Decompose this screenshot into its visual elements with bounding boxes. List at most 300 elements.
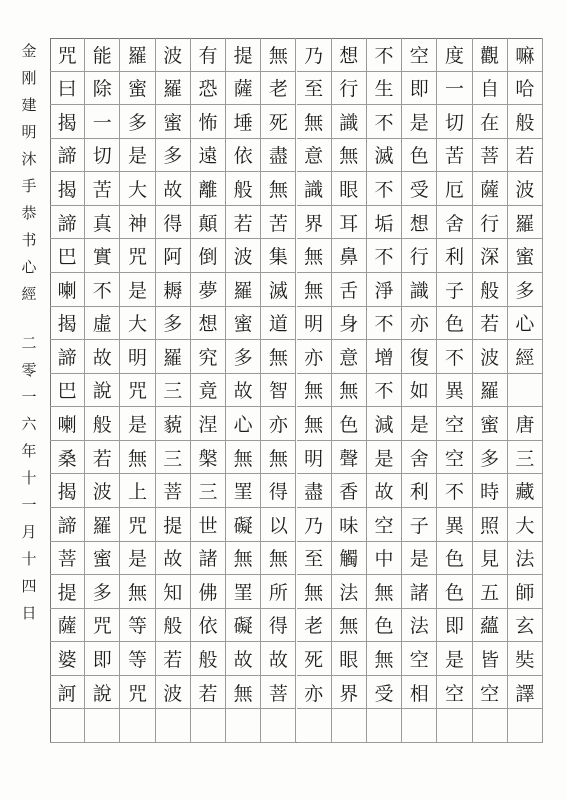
grid-cell: 羅 <box>226 273 261 307</box>
grid-cell: 揭 <box>50 307 85 341</box>
grid-cell: 諸 <box>402 575 437 609</box>
grid-cell: 舍 <box>402 441 437 475</box>
grid-cell: 明 <box>297 307 332 341</box>
grid-cell: 遠 <box>191 139 226 173</box>
grid-cell: 提 <box>226 38 261 72</box>
grid-cell: 哈 <box>508 72 543 106</box>
grid-cell: 說 <box>85 374 120 408</box>
grid-cell: 是 <box>120 273 155 307</box>
grid-cell: 藏 <box>508 474 543 508</box>
grid-cell: 苦 <box>261 206 296 240</box>
grid-cell: 法 <box>402 609 437 643</box>
grid-cell: 想 <box>332 38 367 72</box>
grid-cell: 老 <box>261 72 296 106</box>
grid-cell: 無 <box>332 139 367 173</box>
grid-cell: 究 <box>191 340 226 374</box>
grid-cell: 鼻 <box>332 239 367 273</box>
grid-cell: 無 <box>297 407 332 441</box>
grid-cell: 盡 <box>297 474 332 508</box>
grid-cell: 多 <box>85 575 120 609</box>
grid-cell: 不 <box>85 273 120 307</box>
grid-cell: 蘊 <box>473 609 508 643</box>
signature-column <box>12 38 46 627</box>
grid-cell: 倒 <box>191 239 226 273</box>
grid-cell: 乃 <box>297 508 332 542</box>
grid-cell: 依 <box>226 139 261 173</box>
signature-char: 十 <box>21 550 37 568</box>
grid-cell: 波 <box>508 172 543 206</box>
grid-cell: 若 <box>85 441 120 475</box>
grid-cell: 故 <box>226 642 261 676</box>
grid-cell: 味 <box>332 508 367 542</box>
signature-char: 年 <box>21 442 37 460</box>
grid-cell: 異 <box>437 374 472 408</box>
grid-cell: 若 <box>508 139 543 173</box>
grid-cell <box>191 709 226 743</box>
signature-char: 手 <box>21 177 37 195</box>
grid-cell: 曰 <box>50 72 85 106</box>
grid-cell: 阿 <box>156 239 191 273</box>
signature-char: 二 <box>21 334 37 352</box>
grid-cell: 菩 <box>261 676 296 710</box>
grid-cell: 色 <box>437 575 472 609</box>
grid-cell: 心 <box>226 407 261 441</box>
grid-cell: 滅 <box>261 273 296 307</box>
grid-cell: 即 <box>402 72 437 106</box>
grid-cell: 等 <box>120 609 155 643</box>
grid-cell: 恐 <box>191 72 226 106</box>
grid-cell: 佛 <box>191 575 226 609</box>
grid-cell: 竟 <box>191 374 226 408</box>
grid-cell: 深 <box>473 239 508 273</box>
grid-cell: 奘 <box>508 642 543 676</box>
grid-cell: 諦 <box>50 139 85 173</box>
grid-cell <box>437 709 472 743</box>
grid-cell: 不 <box>367 38 402 72</box>
grid-cell <box>402 709 437 743</box>
grid-cell: 怖 <box>191 105 226 139</box>
grid-cell: 得 <box>156 206 191 240</box>
grid-cell: 多 <box>508 273 543 307</box>
grid-cell: 苦 <box>85 172 120 206</box>
grid-cell: 無 <box>297 239 332 273</box>
grid-cell: 明 <box>297 441 332 475</box>
grid-cell: 訶 <box>50 676 85 710</box>
signature-char: 月 <box>21 523 37 541</box>
grid-cell: 是 <box>120 407 155 441</box>
grid-cell: 死 <box>261 105 296 139</box>
grid-cell: 明 <box>120 340 155 374</box>
grid-cell: 盡 <box>261 139 296 173</box>
grid-cell: 道 <box>261 307 296 341</box>
grid-cell: 三 <box>156 374 191 408</box>
grid-cell: 礙 <box>226 508 261 542</box>
grid-cell: 異 <box>437 508 472 542</box>
grid-cell: 諦 <box>50 340 85 374</box>
grid-cell: 薩 <box>473 172 508 206</box>
grid-cell: 空 <box>367 508 402 542</box>
grid-cell: 故 <box>261 642 296 676</box>
grid-cell: 以 <box>261 508 296 542</box>
grid-cell: 垢 <box>367 206 402 240</box>
grid-cell: 多 <box>156 139 191 173</box>
grid-cell: 見 <box>473 542 508 576</box>
grid-cell: 是 <box>402 542 437 576</box>
grid-cell: 生 <box>367 72 402 106</box>
grid-cell: 一 <box>437 72 472 106</box>
grid-cell: 不 <box>437 340 472 374</box>
grid-cell: 不 <box>367 239 402 273</box>
grid-cell: 薩 <box>226 72 261 106</box>
grid-cell: 子 <box>437 273 472 307</box>
grid-cell: 無 <box>261 542 296 576</box>
grid-cell: 咒 <box>50 38 85 72</box>
grid-cell: 羅 <box>508 206 543 240</box>
signature-char: 明 <box>21 123 37 141</box>
grid-cell: 多 <box>226 340 261 374</box>
grid-cell: 界 <box>297 206 332 240</box>
grid-cell: 蜜 <box>120 72 155 106</box>
grid-cell <box>85 709 120 743</box>
signature-char: 經 <box>21 285 37 303</box>
grid-cell <box>297 709 332 743</box>
grid-cell: 無 <box>261 38 296 72</box>
grid-cell: 想 <box>191 307 226 341</box>
grid-cell: 心 <box>508 307 543 341</box>
grid-cell: 薩 <box>50 609 85 643</box>
grid-cell: 不 <box>437 474 472 508</box>
grid-cell: 即 <box>437 609 472 643</box>
grid-cell: 婆 <box>50 642 85 676</box>
grid-cell: 有 <box>191 38 226 72</box>
grid-cell: 乃 <box>297 38 332 72</box>
grid-cell: 無 <box>120 575 155 609</box>
grid-cell: 蜜 <box>226 307 261 341</box>
grid-cell: 般 <box>508 105 543 139</box>
signature-char: 心 <box>21 258 37 276</box>
grid-cell: 依 <box>191 609 226 643</box>
grid-cell: 無 <box>297 105 332 139</box>
grid-cell: 菩 <box>50 542 85 576</box>
grid-cell: 嘛 <box>508 38 543 72</box>
grid-cell: 不 <box>367 307 402 341</box>
grid-cell: 埵 <box>226 105 261 139</box>
grid-cell: 虛 <box>85 307 120 341</box>
grid-cell: 受 <box>367 676 402 710</box>
grid-cell: 般 <box>191 642 226 676</box>
grid-cell: 一 <box>85 105 120 139</box>
grid-cell: 皆 <box>473 642 508 676</box>
signature-char: 一 <box>21 496 37 514</box>
grid-cell: 得 <box>261 474 296 508</box>
grid-cell: 般 <box>226 172 261 206</box>
grid-cell: 如 <box>402 374 437 408</box>
grid-cell: 淨 <box>367 273 402 307</box>
grid-cell: 行 <box>332 72 367 106</box>
grid-cell: 厄 <box>437 172 472 206</box>
grid-cell: 死 <box>297 642 332 676</box>
grid-cell: 香 <box>332 474 367 508</box>
grid-cell: 行 <box>473 206 508 240</box>
grid-cell: 無 <box>297 575 332 609</box>
grid-cell: 無 <box>332 609 367 643</box>
grid-cell: 行 <box>402 239 437 273</box>
grid-cell: 不 <box>367 374 402 408</box>
grid-cell: 咒 <box>85 609 120 643</box>
grid-cell: 切 <box>85 139 120 173</box>
signature-char: 四 <box>21 577 37 595</box>
grid-cell: 即 <box>85 642 120 676</box>
grid-cell: 眼 <box>332 172 367 206</box>
grid-cell: 是 <box>120 139 155 173</box>
grid-cell: 無 <box>297 273 332 307</box>
grid-cell: 受 <box>402 172 437 206</box>
grid-cell: 無 <box>226 676 261 710</box>
grid-cell: 能 <box>85 38 120 72</box>
grid-cell: 離 <box>191 172 226 206</box>
grid-cell: 般 <box>473 273 508 307</box>
grid-cell: 無 <box>226 542 261 576</box>
grid-cell: 色 <box>402 139 437 173</box>
grid-cell: 減 <box>367 407 402 441</box>
grid-cell: 咒 <box>120 239 155 273</box>
grid-cell: 巴 <box>50 374 85 408</box>
grid-cell: 至 <box>297 542 332 576</box>
grid-cell: 利 <box>437 239 472 273</box>
grid-cell: 唐 <box>508 407 543 441</box>
grid-cell: 無 <box>367 642 402 676</box>
signature-char: 沐 <box>21 150 37 168</box>
signature-char: 零 <box>21 361 37 379</box>
grid-cell: 大 <box>120 307 155 341</box>
grid-cell: 若 <box>191 676 226 710</box>
grid-cell: 老 <box>297 609 332 643</box>
grid-cell: 空 <box>402 38 437 72</box>
grid-cell: 師 <box>508 575 543 609</box>
grid-cell: 空 <box>402 642 437 676</box>
grid-cell: 空 <box>437 441 472 475</box>
grid-cell: 身 <box>332 307 367 341</box>
grid-cell: 菩 <box>473 139 508 173</box>
grid-cell: 故 <box>226 374 261 408</box>
grid-cell: 亦 <box>297 676 332 710</box>
grid-cell: 是 <box>367 441 402 475</box>
signature-char: 日 <box>21 604 37 622</box>
grid-cell: 是 <box>402 105 437 139</box>
grid-cell: 舌 <box>332 273 367 307</box>
signature-char: 恭 <box>21 204 37 222</box>
grid-cell: 顛 <box>191 206 226 240</box>
grid-cell: 蜜 <box>508 239 543 273</box>
grid-cell: 故 <box>156 542 191 576</box>
grid-cell: 色 <box>367 609 402 643</box>
grid-cell: 罣 <box>226 575 261 609</box>
grid-cell: 羅 <box>120 38 155 72</box>
grid-cell: 三 <box>508 441 543 475</box>
grid-cell: 世 <box>191 508 226 542</box>
grid-cell: 真 <box>85 206 120 240</box>
grid-cell: 意 <box>297 139 332 173</box>
grid-cell: 得 <box>261 609 296 643</box>
grid-cell: 說 <box>85 676 120 710</box>
grid-cell: 波 <box>226 239 261 273</box>
grid-cell: 波 <box>473 340 508 374</box>
grid-cell: 無 <box>332 374 367 408</box>
grid-cell: 耨 <box>156 273 191 307</box>
grid-cell <box>120 709 155 743</box>
grid-cell: 羅 <box>473 374 508 408</box>
grid-cell: 無 <box>297 374 332 408</box>
grid-cell <box>156 709 191 743</box>
grid-cell: 等 <box>120 642 155 676</box>
grid-cell: 故 <box>156 172 191 206</box>
grid-cell: 上 <box>120 474 155 508</box>
character-grid <box>50 38 543 743</box>
grid-cell: 經 <box>508 340 543 374</box>
grid-cell: 蜜 <box>473 407 508 441</box>
grid-cell: 諸 <box>191 542 226 576</box>
grid-cell: 色 <box>332 407 367 441</box>
grid-cell: 色 <box>437 307 472 341</box>
grid-cell: 是 <box>437 642 472 676</box>
grid-cell: 菩 <box>156 474 191 508</box>
signature-char: 建 <box>21 96 37 114</box>
grid-cell: 自 <box>473 72 508 106</box>
grid-cell: 故 <box>85 340 120 374</box>
grid-cell <box>508 374 543 408</box>
signature-char: 十 <box>21 469 37 487</box>
grid-cell: 諦 <box>50 508 85 542</box>
grid-cell: 多 <box>120 105 155 139</box>
grid-cell: 般 <box>85 407 120 441</box>
grid-cell: 波 <box>156 676 191 710</box>
grid-cell: 苦 <box>437 139 472 173</box>
grid-cell: 咒 <box>120 508 155 542</box>
grid-cell: 智 <box>261 374 296 408</box>
grid-cell: 知 <box>156 575 191 609</box>
grid-cell: 喇 <box>50 407 85 441</box>
grid-cell: 亦 <box>261 407 296 441</box>
grid-cell: 照 <box>473 508 508 542</box>
grid-cell: 觸 <box>332 542 367 576</box>
grid-cell: 識 <box>297 172 332 206</box>
grid-cell: 蜜 <box>156 105 191 139</box>
grid-cell: 滅 <box>367 139 402 173</box>
grid-cell: 桑 <box>50 441 85 475</box>
grid-cell: 波 <box>85 474 120 508</box>
grid-cell: 多 <box>156 307 191 341</box>
grid-cell: 若 <box>226 206 261 240</box>
grid-cell: 舍 <box>437 206 472 240</box>
grid-cell: 三 <box>191 474 226 508</box>
grid-cell: 罣 <box>226 474 261 508</box>
grid-cell <box>332 709 367 743</box>
grid-cell: 藐 <box>156 407 191 441</box>
grid-cell: 增 <box>367 340 402 374</box>
grid-cell: 至 <box>297 72 332 106</box>
grid-cell: 空 <box>473 676 508 710</box>
grid-cell: 提 <box>156 508 191 542</box>
grid-cell: 玄 <box>508 609 543 643</box>
grid-cell: 多 <box>473 441 508 475</box>
grid-cell: 無 <box>261 172 296 206</box>
grid-cell: 三 <box>156 441 191 475</box>
grid-cell: 五 <box>473 575 508 609</box>
grid-cell: 羅 <box>156 72 191 106</box>
grid-cell <box>367 709 402 743</box>
grid-cell: 法 <box>332 575 367 609</box>
signature-char: 刚 <box>21 69 37 87</box>
grid-cell: 般 <box>156 609 191 643</box>
grid-cell: 神 <box>120 206 155 240</box>
grid-cell: 相 <box>402 676 437 710</box>
grid-cell: 在 <box>473 105 508 139</box>
grid-cell: 實 <box>85 239 120 273</box>
grid-cell: 中 <box>367 542 402 576</box>
grid-cell <box>473 709 508 743</box>
grid-cell: 若 <box>473 307 508 341</box>
grid-cell: 大 <box>120 172 155 206</box>
grid-cell: 度 <box>437 38 472 72</box>
signature-char: 金 <box>21 42 37 60</box>
grid-cell: 觀 <box>473 38 508 72</box>
signature-char: 书 <box>21 231 37 249</box>
grid-cell: 眼 <box>332 642 367 676</box>
grid-cell: 咒 <box>120 374 155 408</box>
grid-cell: 無 <box>367 575 402 609</box>
grid-cell: 無 <box>120 441 155 475</box>
grid-cell: 涅 <box>191 407 226 441</box>
grid-cell: 喇 <box>50 273 85 307</box>
grid-cell: 諦 <box>50 206 85 240</box>
grid-cell: 若 <box>156 642 191 676</box>
grid-cell: 切 <box>437 105 472 139</box>
grid-cell <box>261 709 296 743</box>
grid-cell: 礙 <box>226 609 261 643</box>
grid-cell: 譯 <box>508 676 543 710</box>
grid-cell: 除 <box>85 72 120 106</box>
grid-cell: 槃 <box>191 441 226 475</box>
grid-cell: 空 <box>437 407 472 441</box>
grid-cell <box>50 709 85 743</box>
grid-cell: 咒 <box>120 676 155 710</box>
grid-cell: 亦 <box>402 307 437 341</box>
grid-cell: 巴 <box>50 239 85 273</box>
grid-cell: 揭 <box>50 474 85 508</box>
grid-cell: 羅 <box>156 340 191 374</box>
grid-cell: 識 <box>402 273 437 307</box>
grid-cell: 所 <box>261 575 296 609</box>
grid-cell: 集 <box>261 239 296 273</box>
grid-cell: 大 <box>508 508 543 542</box>
grid-cell <box>226 709 261 743</box>
grid-cell: 意 <box>332 340 367 374</box>
grid-cell: 不 <box>367 105 402 139</box>
grid-cell: 羅 <box>85 508 120 542</box>
grid-cell: 揭 <box>50 105 85 139</box>
grid-cell: 法 <box>508 542 543 576</box>
grid-cell: 聲 <box>332 441 367 475</box>
grid-cell: 是 <box>402 407 437 441</box>
grid-cell: 夢 <box>191 273 226 307</box>
grid-cell: 揭 <box>50 172 85 206</box>
grid-cell: 時 <box>473 474 508 508</box>
grid-cell: 識 <box>332 105 367 139</box>
grid-cell: 想 <box>402 206 437 240</box>
grid-cell: 提 <box>50 575 85 609</box>
grid-cell: 色 <box>437 542 472 576</box>
grid-cell: 復 <box>402 340 437 374</box>
